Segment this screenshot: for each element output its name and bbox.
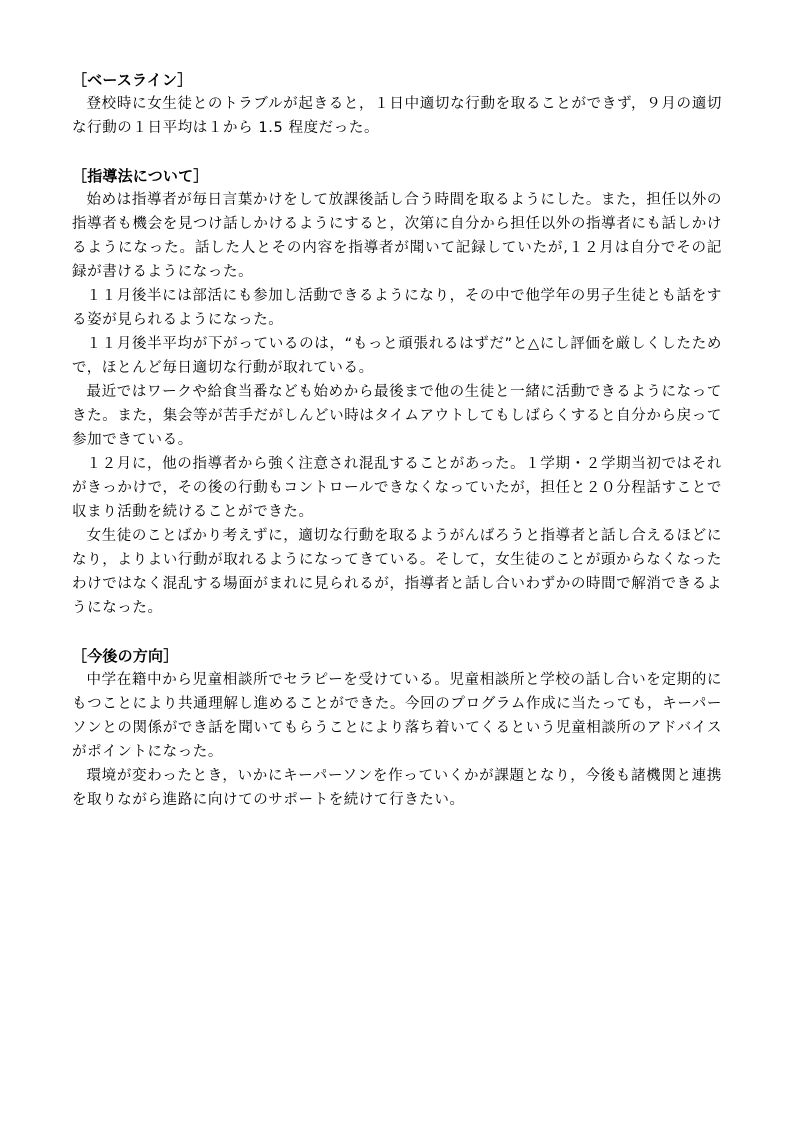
section-guidance-method [72,164,722,620]
paragraph: 環境が変わったとき，いかにキーパーソンを作っていくかが課題となり，今後も諸機関と連携を取りながら進路に向けてのサポートを続けて行きたい。 [72,768,722,808]
paragraph: １１月後半には部活にも参加し活動できるようになり，その中で他学年の男子生徒とも話をする姿が見られるようになった。 [72,288,722,328]
paragraph: 登校時に女生徒とのトラブルが起きると，１日中適切な行動を取ることができず，９月の適切な行動の１日平均は１から 1.5 程度だった。 [72,96,722,136]
section-baseline [72,68,722,140]
document-page [72,68,722,836]
section-heading-future-direction: ［今後の方向］ [72,647,179,665]
section-heading-baseline: ［ベースライン］ [72,71,193,89]
paragraph: １２月に，他の指導者から強く注意され混乱することがあった。１学期・２学期当初ではそれがきっかけで，その後の行動もコントロールできなくなっていたが，担任と２０分程話すことで収まり活動を続けることができた。 [72,456,722,520]
paragraph: 中学在籍中から児童相談所でセラピーを受けている。児童相談所と学校の話し合いを定期的にもつことにより共通理解し進めることができた。今回のプログラム作成に当たっても，キーパーソンとの関係ができ話を聞いてもらうことにより落ち着いてくるという児童相談所のアドバイスがポイントになった。 [72,672,722,760]
paragraph: 始めは指導者が毎日言葉かけをして放課後話し合う時間を取るようにした。また，担任以外の指導者も機会を見つけ話しかけるようにすると，次第に自分から担任以外の指導者にも話しかけるようになった。話した人とその内容を指導者が聞いて記録していたが,１２月は自分でその記録が書けるようになった。 [72,192,722,280]
section-heading-guidance-method: ［指導法について］ [72,167,209,185]
paragraph: １１月後半平均が下がっているのは，“もっと頑張れるはずだ”と△にし評価を厳しくしたためで，ほとんど毎日適切な行動が取れている。 [72,336,722,376]
paragraph: 最近ではワークや給食当番なども始めから最後まで他の生徒と一緒に活動できるようになってきた。また，集会等が苦手だがしんどい時はタイムアウトしてもしばらくすると自分から戻って参加できている。 [72,384,722,448]
paragraph: 女生徒のことばかり考えずに，適切な行動を取るようがんばろうと指導者と話し合えるほどになり，よりよい行動が取れるようになってきている。そして，女生徒のことが頭からなくなったわけではなく混乱する場面がまれに見られるが，指導者と話し合いわずかの時間で解消できるようになった。 [72,528,722,616]
section-future-direction [72,644,722,812]
